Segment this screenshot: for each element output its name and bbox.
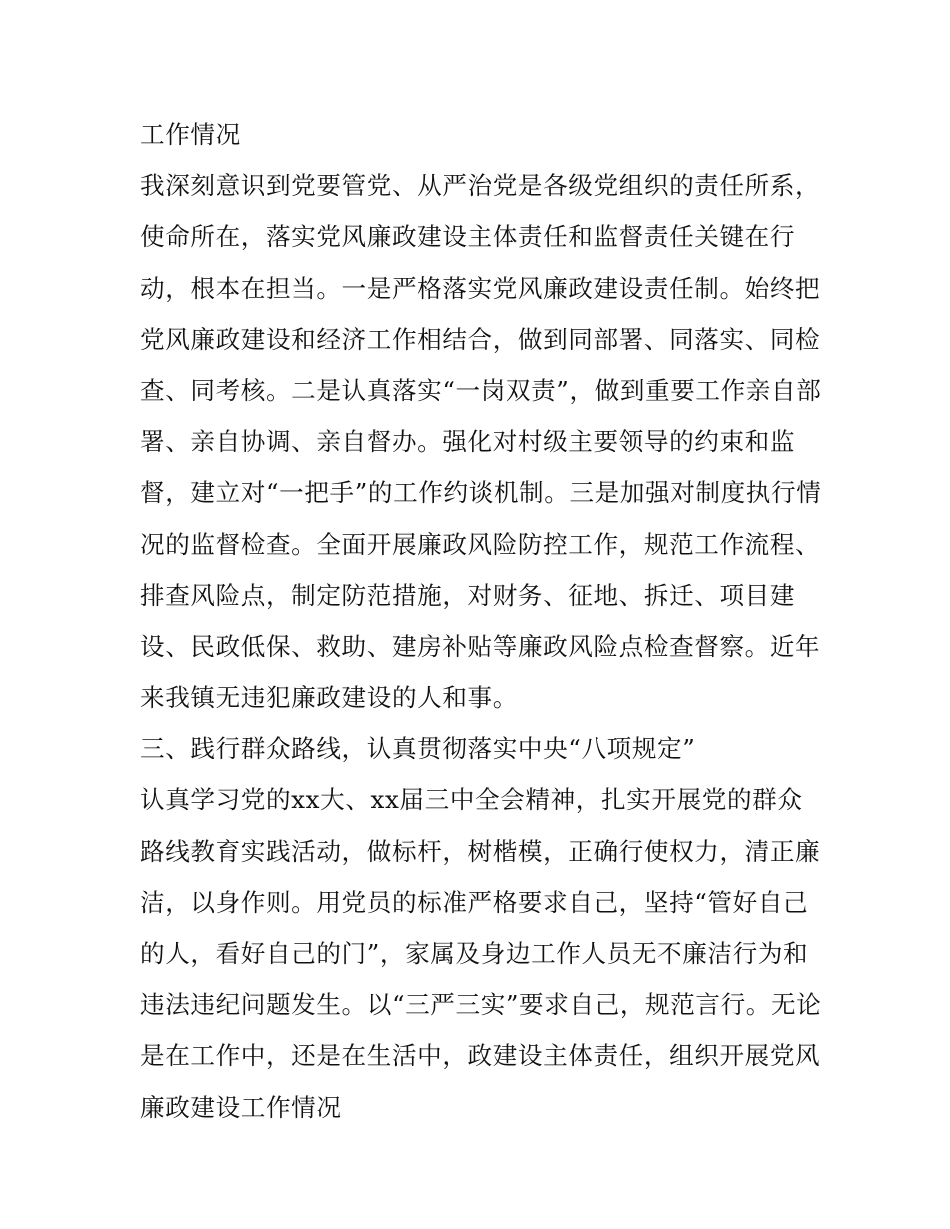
text-line: 设、民政低保、救助、建房补贴等廉政风险点检查督察。近年 [140,631,821,661]
text-line: 洁，以身作则。用党员的标准严格要求自己，坚持“管好自己 [140,887,809,917]
text-line: 违法违纪问题发生。以“三严三实”要求自己，规范言行。无论 [140,990,822,1020]
text-line: 是在工作中，还是在生活中，政建设主体责任，组织开展党风 [140,1041,821,1071]
text-line: 况的监督检查。全面开展廉政风险防控工作，规范工作流程、 [140,529,821,559]
text-line: 党风廉政建设和经济工作相结合，做到同部署、同落实、同检 [140,324,821,354]
text-line: 路线教育实践活动，做标杆，树楷模，正确行使权力，清正廉 [140,836,821,866]
text-line: 督，建立对“一把手”的工作约谈机制。三是加强对制度执行情 [140,478,822,508]
text-line: 工作情况 [140,120,241,149]
text-line: 认真学习党的xx大、xx届三中全会精神，扎实开展党的群众 [140,785,803,815]
text-line: 廉政建设工作情况 [140,1092,342,1122]
text-line: 来我镇无违犯廉政建设的人和事。 [140,683,518,713]
text-line: 动，根本在担当。一是严格落实党风廉政建设责任制。始终把 [140,273,821,303]
text-line: 使命所在，落实党风廉政建设主体责任和监督责任关键在行 [140,222,796,252]
document-body [140,109,820,1133]
text-line: 署、亲自协调、亲自督办。强化对村级主要领导的约束和监 [140,427,796,457]
text-line: 的人，看好自己的门”，家属及身边工作人员无不廉洁行为和 [140,939,809,968]
text-line: 我深刻意识到党要管党、从严治党是各级党组织的责任所系， [140,171,821,201]
text-line: 排查风险点，制定防范措施，对财务、征地、拆迁、项目建 [140,580,796,610]
section-heading: 三、践行群众路线，认真贯彻落实中央“八项规定” [140,734,696,764]
text-line: 查、同考核。二是认真落实“一岗双责”，做到重要工作亲自部 [140,375,822,405]
